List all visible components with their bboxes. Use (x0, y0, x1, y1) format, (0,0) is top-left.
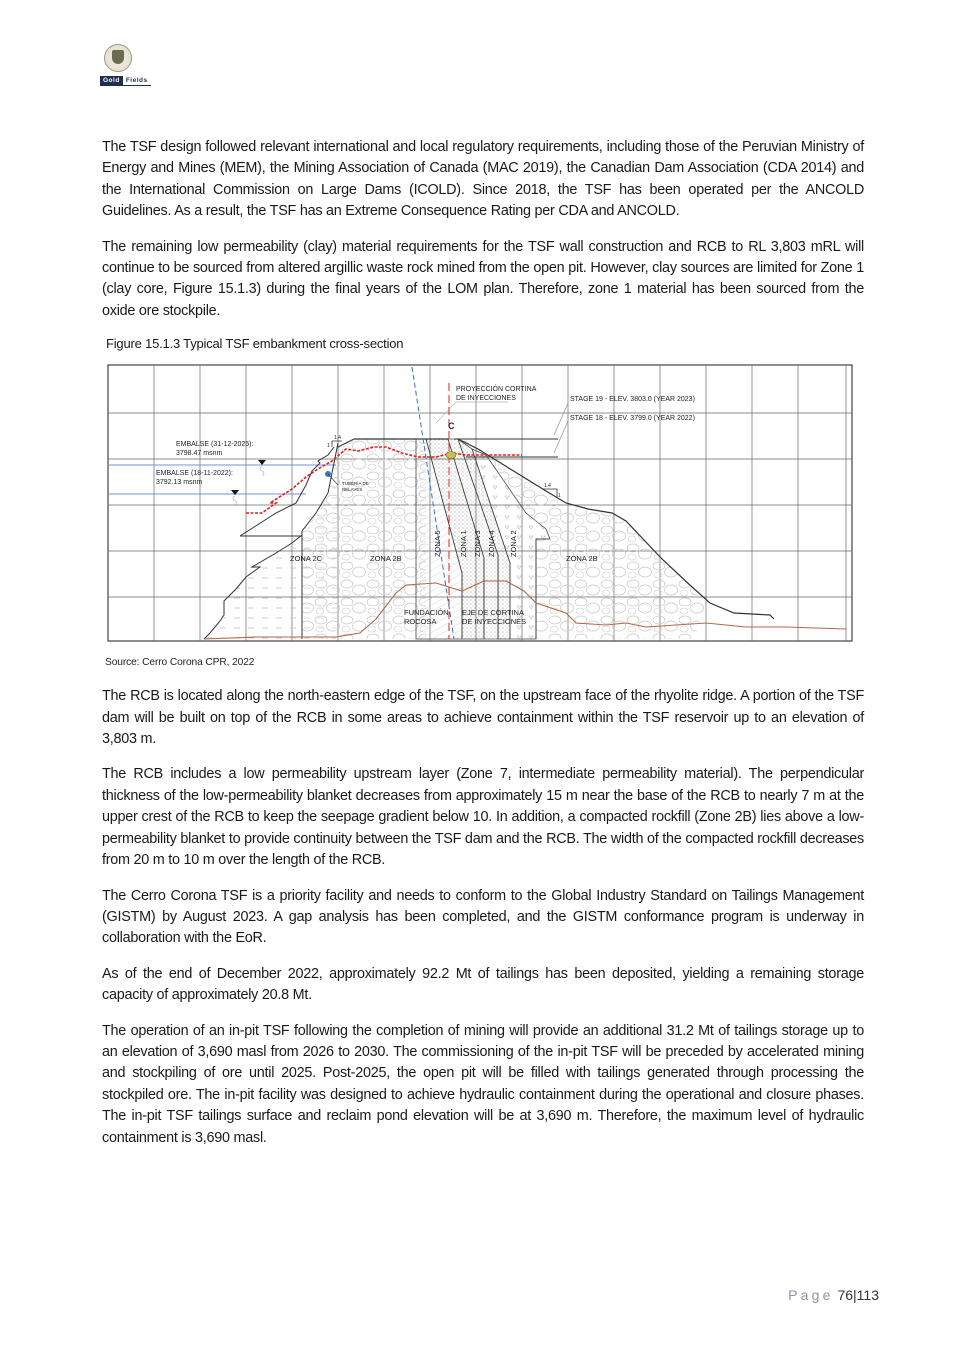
page-number: 76 (837, 1287, 854, 1303)
svg-text:1.4: 1.4 (544, 483, 551, 490)
svg-text:ZONA 5: ZONA 5 (433, 530, 442, 558)
svg-text:C: C (448, 421, 455, 432)
svg-text:FUNDACIÓN: FUNDACIÓN (404, 608, 449, 618)
gold-fields-logo (100, 44, 170, 90)
figure-caption: Figure 15.1.3 Typical TSF embankment cross-section (106, 336, 404, 352)
tsf-cross-section-figure (106, 363, 854, 643)
gold-fields-shield-icon (104, 44, 132, 72)
svg-text:1.4: 1.4 (334, 435, 341, 442)
svg-text:3798.47 msnm: 3798.47 msnm (176, 450, 223, 458)
page-separator: | (853, 1287, 857, 1303)
svg-text:ZONA 2B: ZONA 2B (566, 554, 598, 564)
logo-wordmark (100, 76, 166, 86)
paragraph-regulatory: The TSF design followed relevant international and local regulatory requirements, including those of the Peruvian Ministry of Energy and Mines (MEM), the Mining Association of Canada (MAC 2019), the Canadian Dam Association (CDA 2014) and the International Commission on Large Dams (ICOLD). Since 2018, the TSF has been operated per the ANCOLD Guidelines. As a result, the TSF has an Extreme Consequence Rating per CDA and ANCOLD. (102, 139, 864, 220)
svg-text:TUBERÍA DE: TUBERÍA DE (342, 481, 369, 487)
svg-text:DE INYECCIONES: DE INYECCIONES (462, 617, 527, 627)
svg-text:RELAVES: RELAVES (342, 487, 363, 493)
svg-text:ZONA 3: ZONA 3 (473, 530, 482, 558)
paragraph-clay-material: The remaining low permeability (clay) material requirements for the TSF wall construction and RCB to RL 3,803 mRL will continue to be sourced from altered argillic waste rock mined from the open pit. However, clay sources are limited for Zone 1 (clay core, Figure 15.1.3) during the final years of the LOM plan. Therefore, zone 1 material has been sourced from the oxide ore stockpile. (102, 238, 864, 319)
figure-source: Source: Cerro Corona CPR, 2022 (105, 657, 255, 669)
paragraph-rcb-layer: The RCB includes a low permeability upstream layer (Zone 7, intermediate permeability material). The perpendicular thickness of the low-permeability blanket decreases from approximately 15 m near the base of the RCB to nearly 7 m at the upper crest of the RCB to keep the seepage gradient below 10. In addition, a compacted rockfill (Zone 2B) lies above a low-permeability blanket to provide continuity between the TSF dam and the RCB. The width of the compacted rockfill decreases from 20 m to 10 m over the length of the RCB. (102, 766, 864, 869)
page-label: Page (788, 1287, 834, 1303)
svg-text:ROCOSA: ROCOSA (404, 617, 437, 627)
cross-section-diagram (106, 363, 854, 643)
svg-text:EMBALSE (31-12-2025):: EMBALSE (31-12-2025): (176, 441, 254, 449)
svg-text:ZONA 4: ZONA 4 (487, 530, 496, 558)
svg-text:ZONA 1: ZONA 1 (459, 530, 468, 558)
svg-text:3792.13 msnm: 3792.13 msnm (156, 479, 203, 487)
svg-text:EMBALSE (18-11-2022):: EMBALSE (18-11-2022): (156, 470, 233, 478)
svg-text:1: 1 (327, 443, 330, 450)
svg-text:STAGE 18 - ELEV. 3799.0 (YEAR: STAGE 18 - ELEV. 3799.0 (YEAR 2022) (570, 415, 695, 423)
svg-text:DE INYECCIONES: DE INYECCIONES (456, 395, 516, 403)
page-footer (788, 1287, 879, 1303)
logo-word-fields: Fields (123, 76, 151, 86)
paragraph-gistm: The Cerro Corona TSF is a priority facility and needs to conform to the Global Industry Standard on Tailings Management (GISTM) by August 2023. A gap analysis has been completed, and the GISTM conformance program is underway in collaboration with the EoR. (102, 887, 864, 947)
svg-text:STAGE 19 - ELEV. 3803.0 (YEAR: STAGE 19 - ELEV. 3803.0 (YEAR 2023) (570, 396, 695, 404)
svg-text:1: 1 (558, 493, 561, 500)
total-pages: 113 (856, 1287, 879, 1303)
svg-text:ZONA 2C: ZONA 2C (290, 554, 323, 564)
svg-text:ZONA 2: ZONA 2 (509, 530, 518, 558)
paragraph-in-pit-tsf: The operation of an in-pit TSF following the completion of mining will provide an additional 31.2 Mt of tailings storage up to an elevation of 3,690 masl from 2026 to 2030. The commissioning of the in-pit TSF will be preceded by accelerated mining and stockpiling of ore until 2025. Post-2025, the open pit will be filled with tailings generated through processing the stockpiled ore. The in-pit facility was designed to achieve hydraulic containment during the operational and closure phases. The in-pit TSF tailings surface and reclaim pond elevation will be at 3,690 m. Therefore, the maximum level of hydraulic containment is 3,690 masl. (102, 1022, 864, 1146)
svg-text:ZONA 2B: ZONA 2B (370, 554, 402, 564)
paragraph-rcb-location: The RCB is located along the north-eastern edge of the TSF, on the upstream face of the rhyolite ridge. A portion of the TSF dam will be built on top of the RCB in some areas to achieve containment within the TSF reservoir up to an elevation of 3,803 m. (102, 688, 864, 748)
svg-text:EJE DE CORTINA: EJE DE CORTINA (462, 608, 524, 618)
paragraph-capacity: As of the end of December 2022, approximately 92.2 Mt of tailings has been deposited, yielding a remaining storage capacity of approximately 20.8 Mt. (102, 965, 864, 1004)
logo-word-gold: Gold (100, 76, 123, 86)
page-content (102, 137, 864, 1163)
svg-text:PROYECCIÓN CORTINA: PROYECCIÓN CORTINA (456, 386, 537, 394)
